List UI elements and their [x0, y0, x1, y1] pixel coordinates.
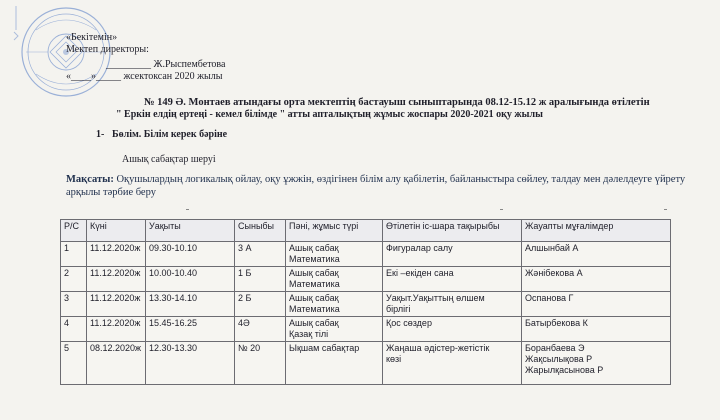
goal-label: Мақсаты:: [66, 174, 114, 185]
table-header-row: [61, 220, 671, 242]
row-teachers: Оспанова Г: [522, 292, 671, 317]
row-teachers: Батырбекова К: [522, 317, 671, 342]
table-row: [61, 317, 671, 342]
table-row: [61, 342, 671, 385]
row-time: 12.30-13.30: [146, 342, 235, 385]
row-teachers: Жәнібекова А: [522, 267, 671, 292]
row-subject: Ашық сабақ Математика: [286, 267, 383, 292]
section-number: 1-: [96, 129, 105, 140]
row-date: 11.12.2020ж: [87, 317, 146, 342]
row-class: 3 А: [235, 242, 286, 267]
row-subject: Ашық сабақ Математика: [286, 292, 383, 317]
table-row: [61, 242, 671, 267]
row-topic: Жаңаша әдістер-жетістік көзі: [383, 342, 522, 385]
header-teachers: Жауапты мұғалімдер: [522, 220, 671, 242]
row-subject: Ашық сабақ Қазақ тілі: [286, 317, 383, 342]
row-date: 11.12.2020ж: [87, 267, 146, 292]
row-class: 4Ә: [235, 317, 286, 342]
subsection-title: Ашық сабақтар шеруі: [122, 154, 216, 165]
schedule-table: [60, 219, 671, 385]
header-date: Күні: [87, 220, 146, 242]
scan-mark: [664, 209, 667, 210]
row-date: 11.12.2020ж: [87, 242, 146, 267]
goal-text: Оқушылардың логикалық ойлау, оқу ұжжін, өздігінен білім алу қабілетін, байланыстыра сөйлеу, талдау мен дәлелдеуге үйрету арқылы тәрбие беру: [66, 174, 686, 198]
plan-subtitle: " Еркін елдің ертеңі - кемел білімде " атты апталықтың жұмыс жоспары 2020-2021 оқу жылы: [116, 109, 543, 120]
row-time: 13.30-14.10: [146, 292, 235, 317]
header-topic: Өтілетін іс-шара тақырыбы: [383, 220, 522, 242]
row-topic: Екі –екіден сана: [383, 267, 522, 292]
row-number: 3: [61, 292, 87, 317]
goal-paragraph: [66, 173, 706, 199]
scan-mark: [500, 209, 503, 210]
row-number: 1: [61, 242, 87, 267]
header-class: Сыныбы: [235, 220, 286, 242]
row-topic: Уақыт.Уақыттың өлшем бірлігі: [383, 292, 522, 317]
director-name: _________ Ж.Рыспембетова: [106, 59, 226, 70]
row-number: 5: [61, 342, 87, 385]
row-date: 11.12.2020ж: [87, 292, 146, 317]
row-class: 2 Б: [235, 292, 286, 317]
header-number: Р/С: [61, 220, 87, 242]
header-subject: Пәні, жұмыс түрі: [286, 220, 383, 242]
section-title: Бөлім. Білім керек бәріне: [112, 129, 228, 140]
row-subject: Ашық сабақ Математика: [286, 242, 383, 267]
row-number: 4: [61, 317, 87, 342]
row-number: 2: [61, 267, 87, 292]
row-time: 15.45-16.25: [146, 317, 235, 342]
table-row: [61, 267, 671, 292]
row-class: 1 Б: [235, 267, 286, 292]
row-time: 10.00-10.40: [146, 267, 235, 292]
approved-label: «Бекітемін»: [66, 32, 118, 43]
table-row: [61, 292, 671, 317]
row-topic: Фигуралар салу: [383, 242, 522, 267]
row-time: 09.30-10.10: [146, 242, 235, 267]
row-teachers: Алшынбай А: [522, 242, 671, 267]
row-topic: Қос сөздер: [383, 317, 522, 342]
plan-title: № 149 Ә. Монтаев атындағы орта мектептің бастауыш сыныптарында 08.12-15.12 ж аралығында өтілетін: [144, 97, 650, 108]
director-label: Мектеп директоры:: [66, 44, 149, 55]
row-subject: Ықшам сабақтар: [286, 342, 383, 385]
row-teachers: Боранбаева Э Жақсылықова Р Жарылқасынова Р: [522, 342, 671, 385]
header-time: Уақыты: [146, 220, 235, 242]
row-date: 08.12.2020ж: [87, 342, 146, 385]
approved-date: «____»_____ жсектоксан 2020 жылы: [66, 71, 223, 82]
scan-mark: [186, 209, 189, 210]
row-class: № 20: [235, 342, 286, 385]
